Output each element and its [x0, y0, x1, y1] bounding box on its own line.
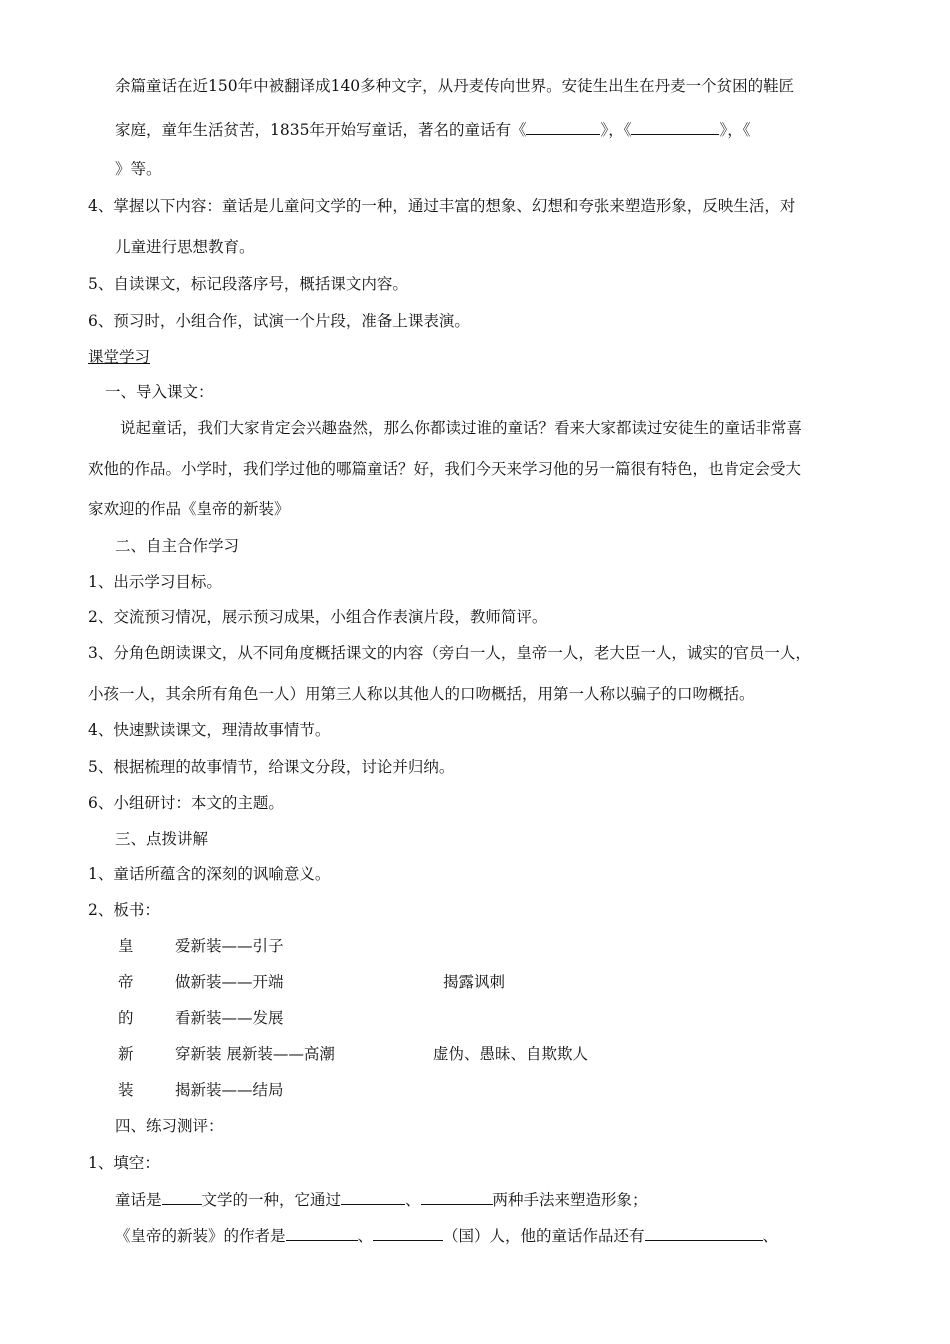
board-theme: 虚伪、愚昧、自欺欺人	[433, 1045, 589, 1063]
part1-line: 家欢迎的作品《皇帝的新装》	[88, 500, 290, 518]
part3-item: 2、板书：	[88, 901, 160, 919]
fill-blank[interactable]	[341, 1189, 405, 1205]
fill-text: 童话是	[115, 1191, 162, 1209]
fill-text: 两种手法来塑造形象；	[492, 1191, 648, 1209]
fill-blank[interactable]	[645, 1225, 763, 1241]
board-title-char: 装	[118, 1081, 134, 1099]
section-title: 课堂学习	[88, 348, 151, 366]
fill-text: 、	[405, 1191, 421, 1209]
fill-text: （国）人，他的童话作品还有	[443, 1227, 645, 1245]
part2-item: 3、分角色朗读课文，从不同角度概括课文的内容（旁白一人，皇帝一人，老大臣一人，诚实的官员一人，	[88, 644, 811, 662]
part2-item: 4、快速默读课文，理清故事情节。	[88, 721, 331, 739]
prep-item: 5、自读课文，标记段落序号，概括课文内容。	[88, 275, 408, 293]
part2-item: 5、根据梳理的故事情节，给课文分段，讨论并归纳。	[88, 758, 455, 776]
fill-blank[interactable]	[373, 1225, 443, 1241]
board-plot-item: 揭新装——结局	[175, 1081, 284, 1099]
prep-item-cont: 儿童进行思想教育。	[115, 238, 255, 256]
board-title-char: 的	[118, 1009, 134, 1027]
board-plot-item: 做新装——开端	[175, 973, 284, 991]
fill-blank[interactable]	[526, 119, 600, 135]
part1-line: 欢他的作品。小学时，我们学过他的哪篇童话？好，我们今天来学习他的另一篇很有特色，也肯定会受大	[88, 460, 802, 478]
fill-blank[interactable]	[421, 1189, 493, 1205]
part2-item: 6、小组研讨：本文的主题。	[88, 794, 284, 812]
part2-item: 2、交流预习情况，展示预习成果，小组合作表演片段，教师简评。	[88, 608, 548, 626]
part3-heading: 三、点拨讲解	[115, 830, 209, 848]
part3-item: 1、童话所蕴含的深刻的讽喻意义。	[88, 865, 331, 883]
part4-heading: 四、练习测评：	[115, 1117, 224, 1135]
intro-line-2-text: 家庭，童年生活贫苦，1835年开始写童话，著名的童话有《	[115, 121, 527, 139]
fill-blank[interactable]	[286, 1225, 358, 1241]
intro-line-2	[115, 119, 750, 140]
fill-text: 文学的一种，它通过	[201, 1191, 342, 1209]
part2-heading: 二、自主合作学习	[115, 537, 240, 555]
board-theme: 揭露讽刺	[443, 973, 506, 991]
board-title-char: 帝	[118, 973, 134, 991]
intro-line-3: 》等。	[115, 160, 162, 178]
board-plot-item: 爱新装——引子	[175, 937, 284, 955]
intro-line-2-sep2: 》，《	[719, 121, 751, 139]
prep-item: 4、掌握以下内容：童话是儿童问文学的一种，通过丰富的想象、幻想和夸张来塑造形象，反映生活，对	[88, 197, 796, 215]
part1-line: 说起童话，我们大家肯定会兴趣盎然，那么你都读过谁的童话？看来大家都读过安徒生的童话非常喜	[120, 419, 803, 437]
part2-item-cont: 小孩一人，其余所有角色一人）用第三人称以其他人的口吻概括，用第一人称以骗子的口吻概括。	[88, 685, 755, 703]
fill-text: 《皇帝的新装》的作者是	[115, 1227, 286, 1245]
fill-text: 、	[357, 1227, 374, 1245]
fill-text: 、	[762, 1227, 779, 1245]
board-plot-item: 穿新装 展新装——高潮	[175, 1045, 335, 1063]
board-plot-item: 看新装——发展	[175, 1009, 284, 1027]
fill-line-2	[115, 1225, 778, 1246]
intro-line-1: 余篇童话在近150年中被翻译成140多种文字，从丹麦传向世界。安徒生出生在丹麦一个贫困的鞋匠	[115, 77, 795, 95]
board-title-char: 皇	[118, 937, 134, 955]
part4-item: 1、填空：	[88, 1154, 160, 1172]
prep-item: 6、预习时，小组合作，试演一个片段，准备上课表演。	[88, 312, 470, 330]
fill-line-1	[115, 1189, 648, 1210]
fill-blank[interactable]	[162, 1189, 202, 1205]
part2-item: 1、出示学习目标。	[88, 573, 222, 591]
board-title-char: 新	[118, 1045, 134, 1063]
part1-heading: 一、导入课文：	[105, 383, 214, 401]
intro-line-2-sep: 》，《	[600, 121, 632, 139]
fill-blank[interactable]	[631, 119, 719, 135]
